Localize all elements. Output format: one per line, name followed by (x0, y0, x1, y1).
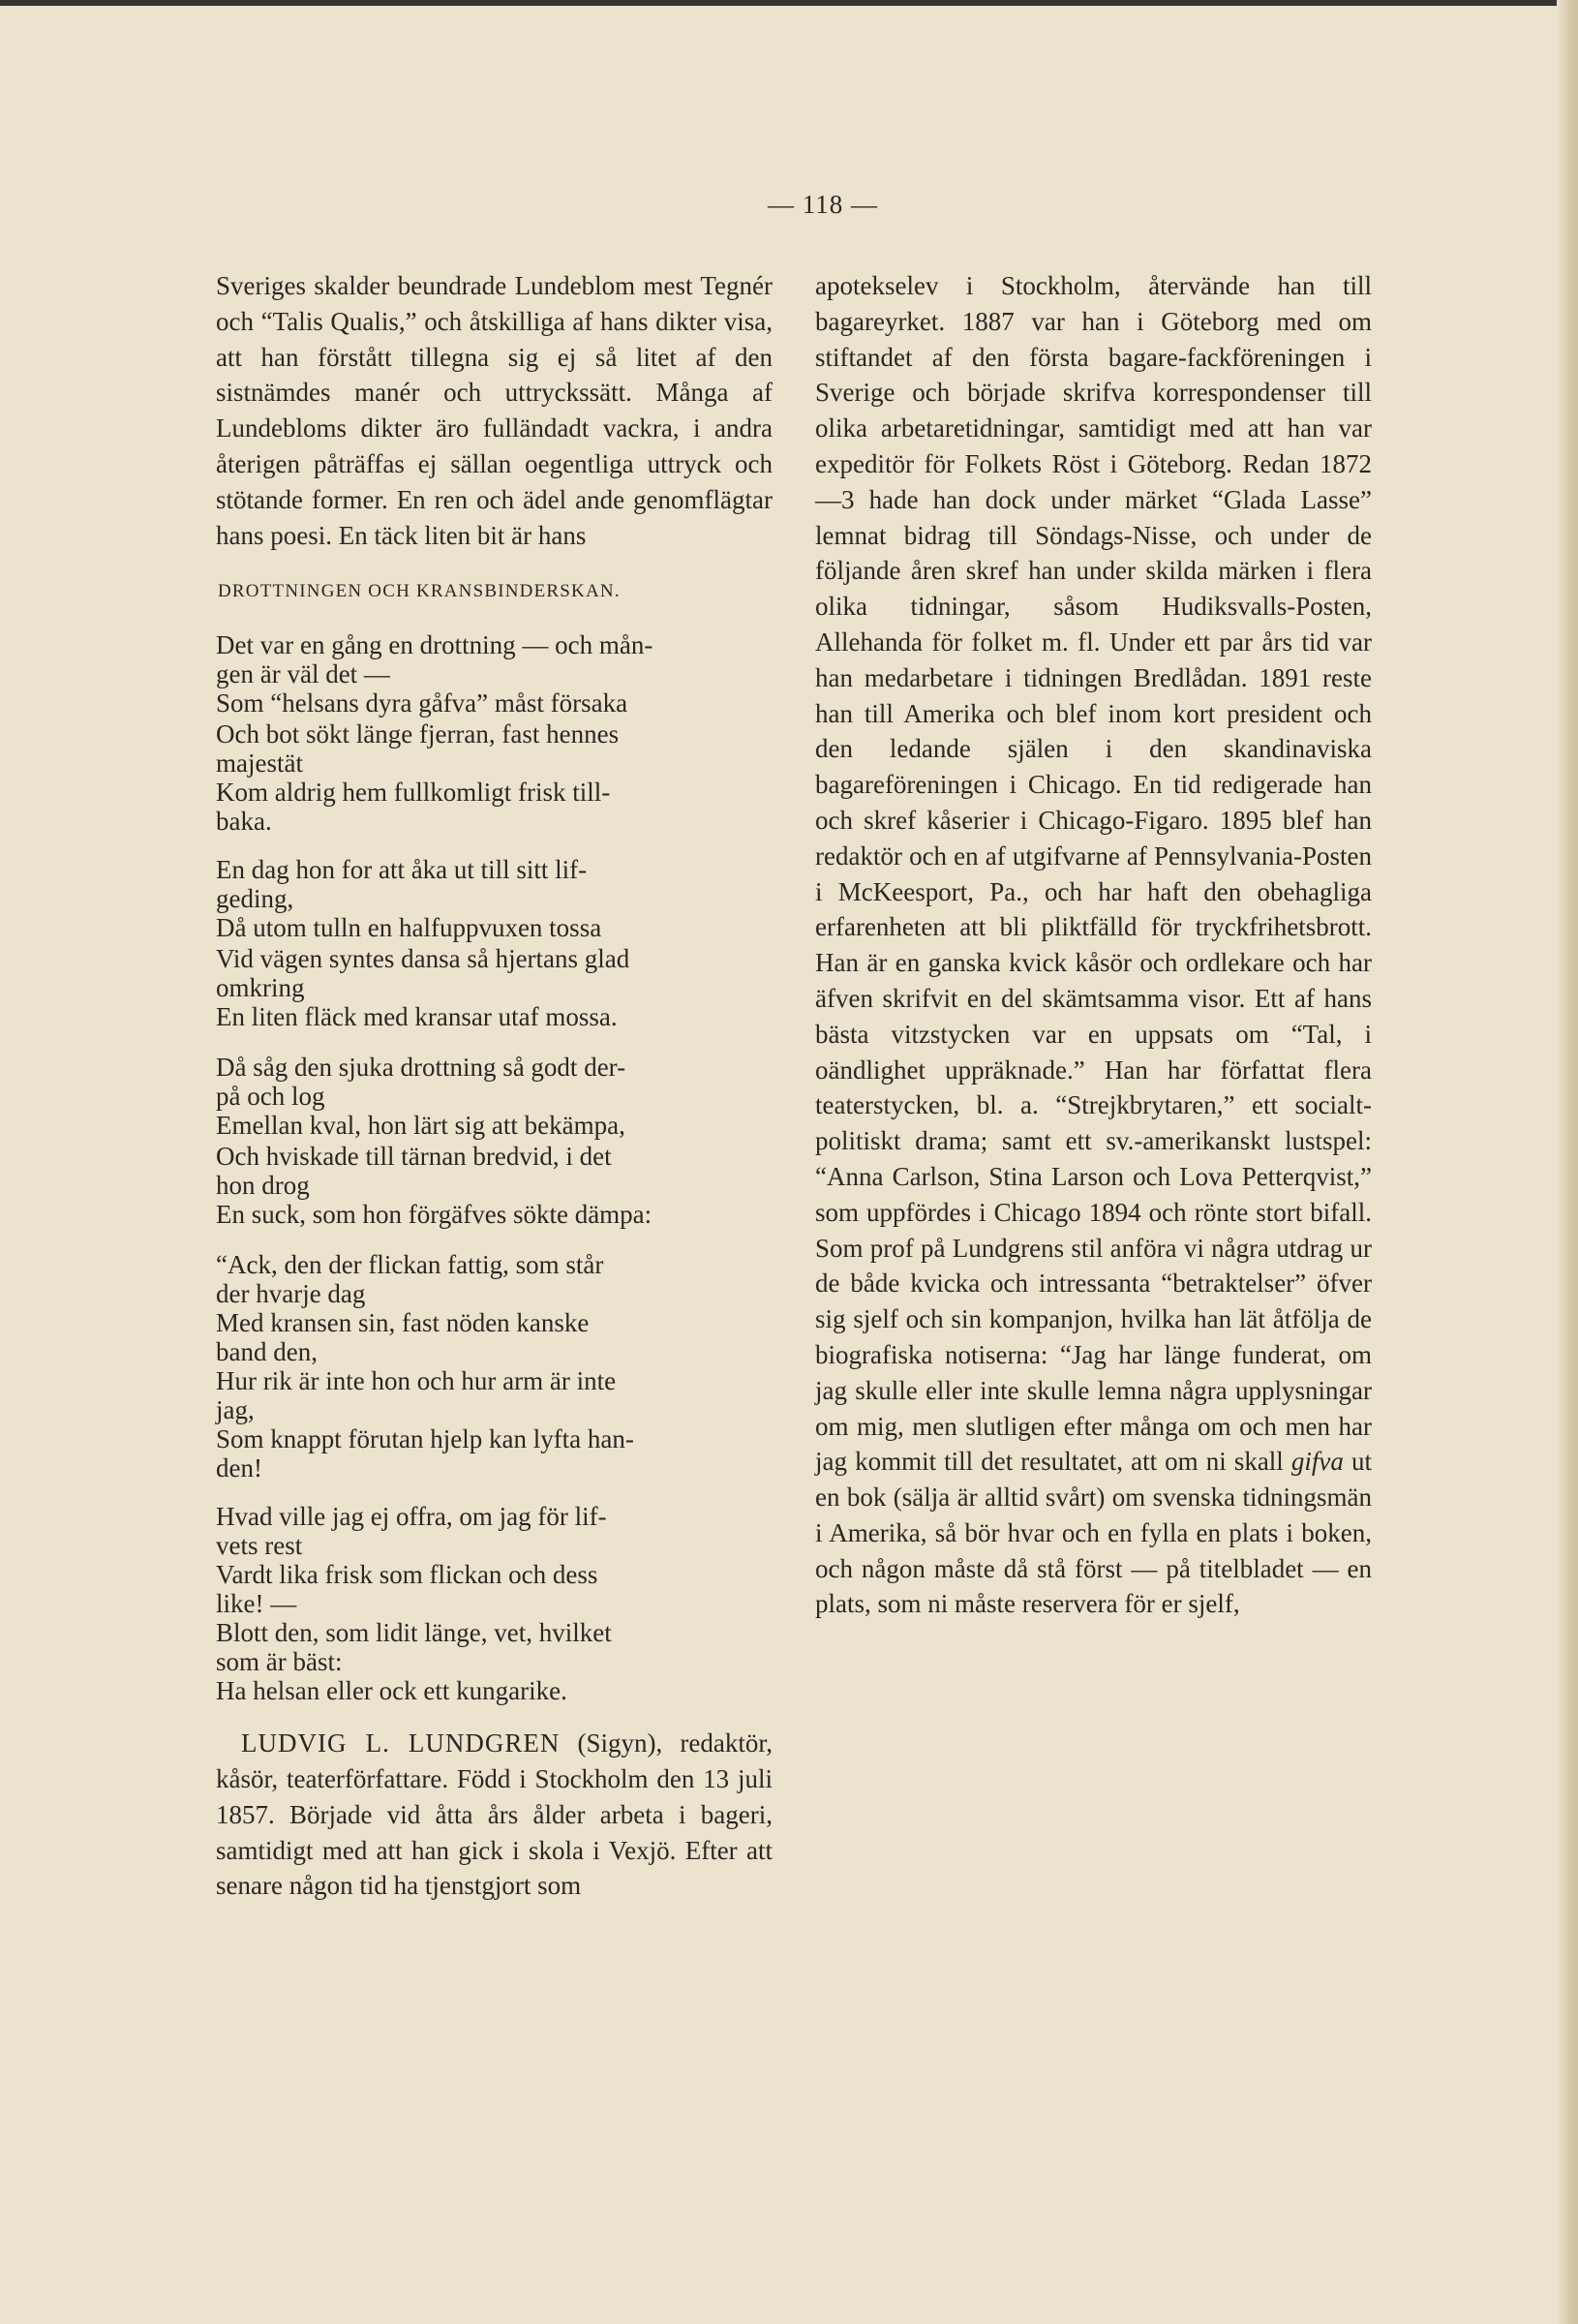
poem-stanza-4 (216, 1249, 773, 1482)
left-column (216, 268, 773, 1904)
poem-line: Ha helsan eller ock ett kungarike. (216, 1676, 567, 1706)
page-top-border (0, 0, 1578, 6)
poem-stanza-2 (216, 854, 773, 1032)
poem-line: Kom aldrig hem fullkomligt frisk till- (216, 778, 611, 808)
page-right-edge (1557, 0, 1578, 2324)
poem-line-continuation: som är bäst: (216, 1647, 343, 1677)
right-column (815, 268, 1372, 1622)
poem-line-continuation: like! — (216, 1589, 297, 1619)
poem-line-continuation: på och log (216, 1082, 325, 1112)
page-number: — 118 — (768, 190, 878, 219)
poem-line: En dag hon for att åka ut till sitt lif- (216, 855, 588, 885)
poem-line-continuation: gen är väl det — (216, 659, 390, 689)
poem-line-continuation: majestät (216, 749, 303, 779)
poem-line-continuation: hon drog (216, 1171, 310, 1201)
poem-line: Hur rik är inte hon och hur arm är inte (216, 1366, 617, 1396)
poem-line-continuation: omkring (216, 973, 305, 1003)
body-text: ut en bok (sälja är alltid svårt) om svenska tidningsmän i Amerika, så bör hvar och en fylla en plats i boken, och någon måste då stå först — på titelbladet — en plats, som ni måste reservera för er sjelf, (815, 1447, 1372, 1619)
poem-line: Det var en gång en drottning — och mån- (216, 630, 653, 660)
poem-line-continuation: band den, (216, 1337, 318, 1367)
poem-line-continuation: vets rest (216, 1531, 303, 1561)
poem-line-continuation: geding, (216, 884, 294, 914)
poem-line-continuation: den! (216, 1453, 262, 1483)
poem-line-continuation: baka. (216, 807, 272, 837)
poem-stanza-1 (216, 629, 773, 835)
poem-line: Med kransen sin, fast nöden kanske (216, 1308, 590, 1338)
poem-stanza-3 (216, 1052, 773, 1230)
poem-line: Som “helsans dyra gåfva” måst försaka (216, 688, 628, 719)
entry-text: (Sigyn), redaktör, kåsör, teaterförfattare. Född i Stockholm den 13 juli 1857. Började vid åtta års ålder arbeta i bageri, samtidigt med att han gick i skola i Vexjö. Efter att senare någon tid ha tjenstgjort som (216, 1728, 773, 1901)
poem-line: Vid vägen syntes dansa så hjertans glad (216, 944, 630, 974)
poem-line: Hvad ville jag ej offra, om jag för lif- (216, 1502, 607, 1532)
poem-line: Som knappt förutan hjelp kan lyfta han- (216, 1424, 634, 1454)
poem-line: Vardt lika frisk som flickan och dess (216, 1560, 598, 1590)
body-text: apotekselev i Stockholm, återvände han till bagareyrket. 1887 var han i Göteborg med om stiftandet af den första bagare-fackföreningen i Sverige och började skrifva korrespondenser till olika arbetaretidningar, samtidigt med att han var expeditör för Folkets Röst i Göteborg. Redan 1872—3 hade han dock under märket “Glada Lasse” lemnat bidrag till Söndags-Nisse, och under de följande åren skref han under skilda märken i flera olika tidningar, såsom Hudiksvalls-Posten, Allehanda för folket m. fl. Under ett par års tid var han medarbetare i tidningen Bredlådan. 1891 reste han till Amerika och blef inom kort president och den ledande själen i den skandinaviska bagareföreningen i Chicago. En tid redigerade han och skref kåserier i Chicago-Figaro. 1895 blef han redaktör och en af utgifvarne af Pennsylvania-Posten i McKeesport, Pa., och har haft den obehagliga erfarenheten att bli pliktfälld för tryckfrihetsbrott. Han är en ganska kvick kåsör och ordlekare och har äfven skrifvit en del skämtsamma visor. Ett af hans bästa vitzstycken var en uppsats om “Tal, i oändlighet uppräknade.” Han har författat flera teaterstycken, bl. a. “Strejkbrytaren,” ett socialt-politiskt drama; samt ett sv.-amerikanskt lustspel: “Anna Carlson, Stina Larson och Lova Petterqvist,” som uppfördes i Chicago 1894 och rönte stort bifall. Som prof på Lundgrens stil anföra vi några utdrag ur de både kvicka och intressanta “betraktelser” öfver sig sjelf och sin kompanjon, hvilka han lät åtfölja de biografiska notiserna: “Jag har länge funderat, om jag skulle eller inte skulle lemna några upplysningar om mig, men slutligen efter många om och men har jag kommit till det resultatet, att om ni skall (815, 271, 1372, 1477)
entry-name: LUDVIG L. LUNDGREN (241, 1728, 561, 1758)
poem-stanza-5 (216, 1501, 773, 1706)
poem-title: DROTTNINGEN OCH KRANSBINDERSKAN. (218, 581, 621, 602)
biography-continuation (815, 268, 1372, 1622)
poem-line: Då såg den sjuka drottning så godt der- (216, 1053, 626, 1083)
intro-paragraph: Sveriges skalder beundrade Lundeblom mest Tegnér och “Talis Qualis,” och åtskilliga af hans dikter visa, att han förstått tillegna sig ej så litet af den sistnämdes manér och uttryckssätt. Många af Lundebloms dikter äro fulländadt vackra, i andra återigen påträffas ej sällan oegentliga uttryck och stötande former. En ren och ädel ande genomflägtar hans poesi. En täck liten bit är hans (216, 271, 773, 550)
poem-line-continuation: jag, (216, 1395, 255, 1425)
poem-line: “Ack, den der flickan fattig, som står (216, 1250, 604, 1280)
poem-line: Blott den, som lidit länge, vet, hvilket (216, 1618, 612, 1648)
italic-word: gifva (1290, 1447, 1344, 1477)
poem-line: En liten fläck med kransar utaf mossa. (216, 1002, 618, 1032)
poem-line: En suck, som hon förgäfves sökte dämpa: (216, 1200, 652, 1230)
poem-line-continuation: der hvarje dag (216, 1279, 366, 1309)
poem-line: Emellan kval, hon lärt sig att bekämpa, (216, 1111, 625, 1141)
poem-line: Och hviskade till tärnan bredvid, i det (216, 1142, 612, 1172)
poem-line: Och bot sökt länge fjerran, fast hennes (216, 719, 620, 749)
poem-line: Då utom tulln en halfuppvuxen tossa (216, 913, 602, 943)
biography-entry (216, 1726, 773, 1904)
